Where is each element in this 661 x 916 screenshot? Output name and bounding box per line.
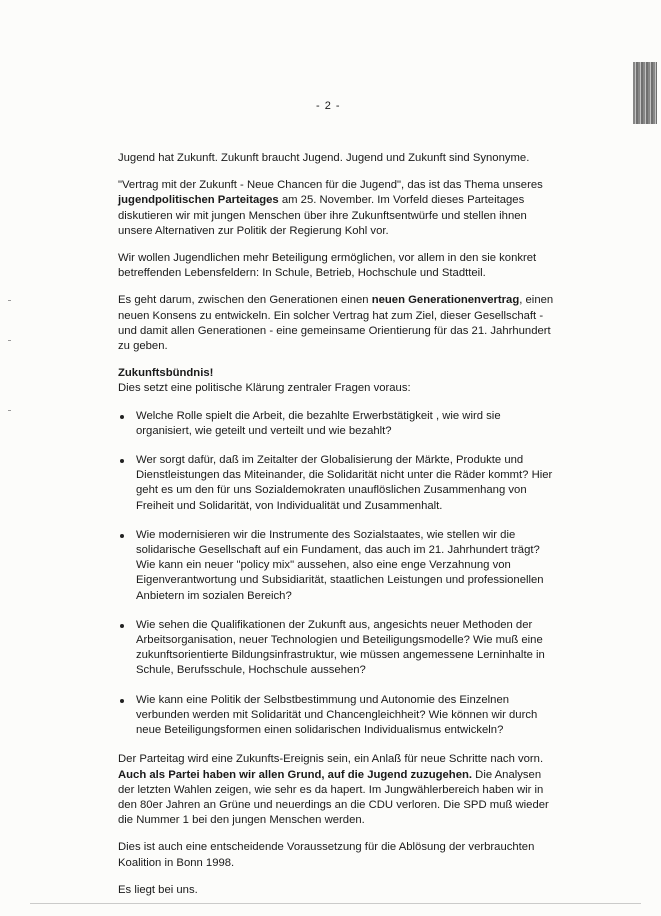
paragraph-text: Dies setzt eine politische Klärung zentraler Fragen voraus: (118, 382, 411, 395)
paragraph-coalition: Dies ist auch eine entscheidende Voraussetzung für die Ablösung der verbrauchten Koalition in Bonn 1998. (118, 841, 535, 869)
scan-barcode-mark (633, 62, 657, 124)
scan-edge-artifact (625, 0, 661, 916)
list-item: Wie sehen die Qualifikationen der Zukunft aus, angesichts neuer Methoden der Arbeitsorganisation, neuer Technologien und Beteiligungsmodelle? Wie muß eine zukunftsorientierte Bildungsinfrastruktur, wie müssen angemessene Lerninhalte in Schule, Berufsschule, Hochschule aussehen? (118, 618, 558, 679)
paragraph-participation: Wir wollen Jugendlichen mehr Beteiligung ermöglichen, vor allem in den sie konkret betreffenden Lebensfeldern: In Schule, Betrieb, Hochschule und Stadtteil. (118, 252, 537, 280)
paragraph-text: "Vertrag mit der Zukunft - Neue Chancen für die Jugend", das ist das Thema unseres (118, 179, 543, 192)
letter-body (118, 151, 558, 910)
section-heading: Zukunftsbündnis! (118, 367, 214, 380)
emphasis-text: Auch als Partei haben wir allen Grund, auf die Jugend zuzugehen. (118, 768, 473, 781)
paragraph-text: Es geht darum, zwischen den Generationen einen (118, 294, 369, 307)
question-list (118, 409, 558, 739)
paragraph-party-event (118, 752, 558, 828)
list-item: Welche Rolle spielt die Arbeit, die bezahlte Erwerbstätigkeit , wie wird sie organisiert, wie geteilt und verteilt und wie bezahlt? (118, 409, 558, 439)
paragraph-text: Der Parteitag wird eine Zukunfts-Ereignis sein, ein Anlaß für neue Schritte nach vorn. (118, 753, 544, 766)
paragraph-party-conference (118, 178, 558, 239)
emphasis-text: neuen Generationenvertrag (371, 294, 520, 307)
emphasis-text: jugendpolitischen Parteitages (118, 194, 279, 207)
paragraph-generation-contract (118, 293, 558, 354)
list-item: Wie modernisieren wir die Instrumente des Sozialstaates, wie stellen wir die solidarische Gesellschaft auf ein Fundament, das auch im 21. Jahrhundert trägt? Wie kann ein neuer "policy mix" aussehen, also eine enge Verzahnung von Eigenverantwortung und Subsidiarität, staatlichen Leistungen und professionellen Anbietern im sozialen Bereich? (118, 528, 558, 604)
list-item: Wer sorgt dafür, daß im Zeitalter der Globalisierung der Märkte, Produkte und Dienstleistungen das Miteinander, die Solidarität nicht unter die Räder kommt? Hier geht es um den für uns Sozialdemokraten unauflöslichen Zusammenhang von Freiheit und Solidarität, von Individualität und Zusammenhalt. (118, 453, 558, 514)
paragraph-text: , einen neuen Konsens zu entwickeln. Ein solcher Vertrag hat zum Ziel, dieser Gesellschaft - und damit allen Generationen - eine gemeinsame Orientierung für das 21. Jahrhundert zu geben. (118, 294, 554, 353)
paragraph-future-alliance (118, 366, 558, 396)
scan-bottom-edge (30, 903, 641, 904)
paragraph-closing: Es liegt bei uns. (118, 883, 198, 896)
paragraph-text: Die Analysen der letzten Wahlen zeigen, wie sehr es da hapert. Im Jungwählerbereich haben wir in den 80er Jahren an Grüne und neuerdings an die CDU verloren. Die SPD muß wieder die Nummer 1 bei den jungen Menschen werden. (118, 768, 549, 827)
list-item: Wie kann eine Politik der Selbstbestimmung und Autonomie des Einzelnen verbunden werden mit Solidarität und Chancengleichheit? Wie können wir durch neue Beteiligungsformen einen solidarischen Individualismus entwickeln? (118, 693, 558, 739)
paragraph-text: am 25. November. Im Vorfeld dieses Parteitages diskutieren wir mit jungen Menschen über ihre Zukunftsentwürfe und stellen ihnen unsere Alternativen zur Politik der Regierung Kohl vor. (118, 194, 527, 237)
paragraph-intro: Jugend hat Zukunft. Zukunft braucht Jugend. Jugend und Zukunft sind Synonyme. (118, 152, 530, 164)
page-number: - 2 - (316, 100, 341, 112)
